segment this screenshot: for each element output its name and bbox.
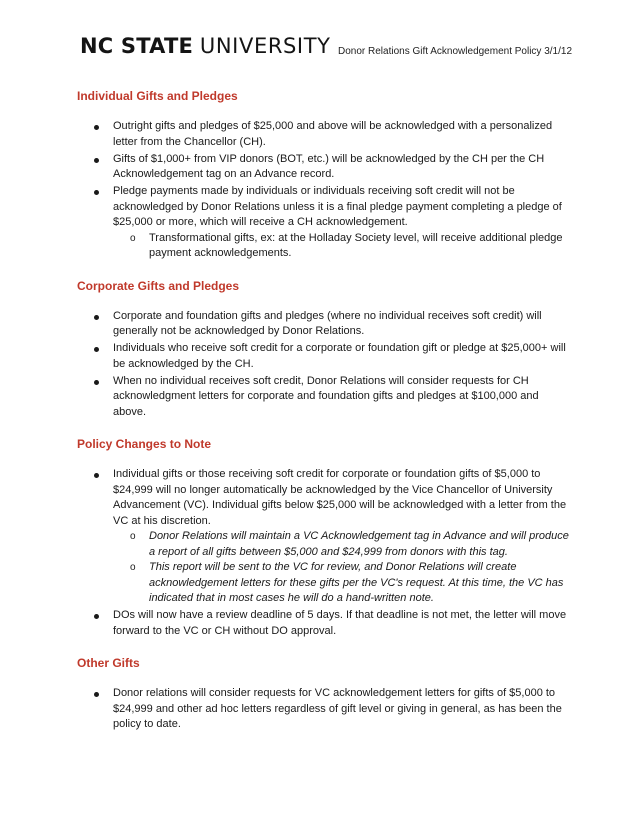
bullet-icon — [94, 347, 99, 352]
logo-bold-text: NC STATE — [80, 34, 194, 58]
bullet-icon — [94, 158, 99, 163]
bullet-list — [77, 467, 573, 639]
section-individual-gifts — [77, 88, 573, 262]
bullet-icon — [94, 315, 99, 320]
sub-list-item — [113, 529, 573, 560]
bullet-list — [77, 686, 573, 733]
list-item-text: Corporate and foundation gifts and pledges (where no individual receives soft credit) will generally not be acknowledged by Donor Relations. — [113, 309, 542, 337]
list-item — [77, 374, 573, 421]
section-heading: Other Gifts — [77, 656, 140, 670]
circle-bullet-icon: o — [130, 531, 136, 542]
university-logo — [80, 34, 331, 58]
bullet-icon — [94, 473, 99, 478]
list-item — [77, 467, 573, 607]
list-item-text: Pledge payments made by individuals or individuals receiving soft credit will not be acknowledged by Donor Relations unless it is a final pledge payment completing a pledge of $25,000 or more, which will receive a CH acknowledgement. — [113, 185, 562, 228]
section-other-gifts — [77, 655, 573, 733]
list-item-text: Individual gifts or those receiving soft credit for corporate or foundation gifts of $5,000 to $24,999 will no longer automatically be acknowledged by the Vice Chancellor of University Advancement (VC). Individual gifts below $25,000 will be acknowledged with a letter from the VC at his discretion. — [113, 468, 567, 527]
circle-bullet-icon: o — [130, 232, 136, 244]
circle-bullet-icon: o — [130, 562, 136, 573]
bullet-icon — [94, 190, 99, 195]
list-item — [77, 119, 573, 150]
section-heading: Individual Gifts and Pledges — [77, 89, 238, 103]
page-header — [80, 34, 580, 64]
sub-list — [113, 529, 573, 607]
list-item — [77, 309, 573, 340]
list-item — [77, 608, 573, 639]
sub-list-item-text: Transformational gifts, ex: at the Holladay Society level, will receive additional pledge payment acknowledgements. — [149, 231, 563, 259]
bullet-icon — [94, 125, 99, 130]
section-heading: Corporate Gifts and Pledges — [77, 278, 240, 293]
bullet-icon — [94, 692, 99, 697]
bullet-icon — [94, 614, 99, 619]
sub-list-item-text: This report will be sent to the VC for review, and Donor Relations will create acknowledgement letters for these gifts per the VC's request. At this time, the VC has indicated that in most cases he will do a hand-written note. — [149, 561, 564, 604]
list-item — [77, 152, 573, 183]
sub-list — [113, 231, 573, 262]
bullet-list — [77, 119, 573, 262]
list-item-text: Outright gifts and pledges of $25,000 and above will be acknowledged with a personalized letter from the Chancellor (CH). — [113, 120, 553, 148]
section-heading: Policy Changes to Note — [77, 437, 212, 451]
document-body — [77, 88, 573, 749]
sub-list-item-text: Donor Relations will maintain a VC Acknowledgement tag in Advance and will produce a report of all gifts between $5,000 and $24,999 from donors with this tag. — [149, 530, 569, 558]
bullet-list — [77, 309, 573, 421]
list-item — [77, 184, 573, 262]
logo-light-text: UNIVERSITY — [199, 34, 331, 58]
list-item-text: DOs will now have a review deadline of 5 days. If that deadline is not met, the letter will move forward to the VC or CH without DO approval. — [113, 609, 567, 637]
bullet-icon — [94, 380, 99, 385]
sub-list-item — [113, 231, 573, 262]
list-item-text: Donor relations will consider requests for VC acknowledgement letters for gifts of $5,000 to $24,999 and other ad hoc letters regardless of gift level or giving in general, as has been the policy to date. — [113, 687, 562, 730]
document-title: Donor Relations Gift Acknowledgement Policy 3/1/12 — [338, 46, 573, 57]
list-item — [77, 341, 573, 372]
sub-list-item — [113, 560, 573, 607]
section-policy-changes — [77, 436, 573, 639]
section-corporate-gifts — [77, 278, 573, 421]
list-item-text: Gifts of $1,000+ from VIP donors (BOT, etc.) will be acknowledged by the CH per the CH Acknowledgement tag on an Advance record. — [113, 152, 545, 180]
list-item-text: Individuals who receive soft credit for a corporate or foundation gift or pledge at $25,000+ will be acknowledged by the CH. — [113, 342, 566, 370]
list-item-text: When no individual receives soft credit, Donor Relations will consider requests for CH acknowledgment letters for corporate and foundation gifts and pledges at $100,000 and above. — [113, 374, 539, 418]
list-item — [77, 686, 573, 733]
